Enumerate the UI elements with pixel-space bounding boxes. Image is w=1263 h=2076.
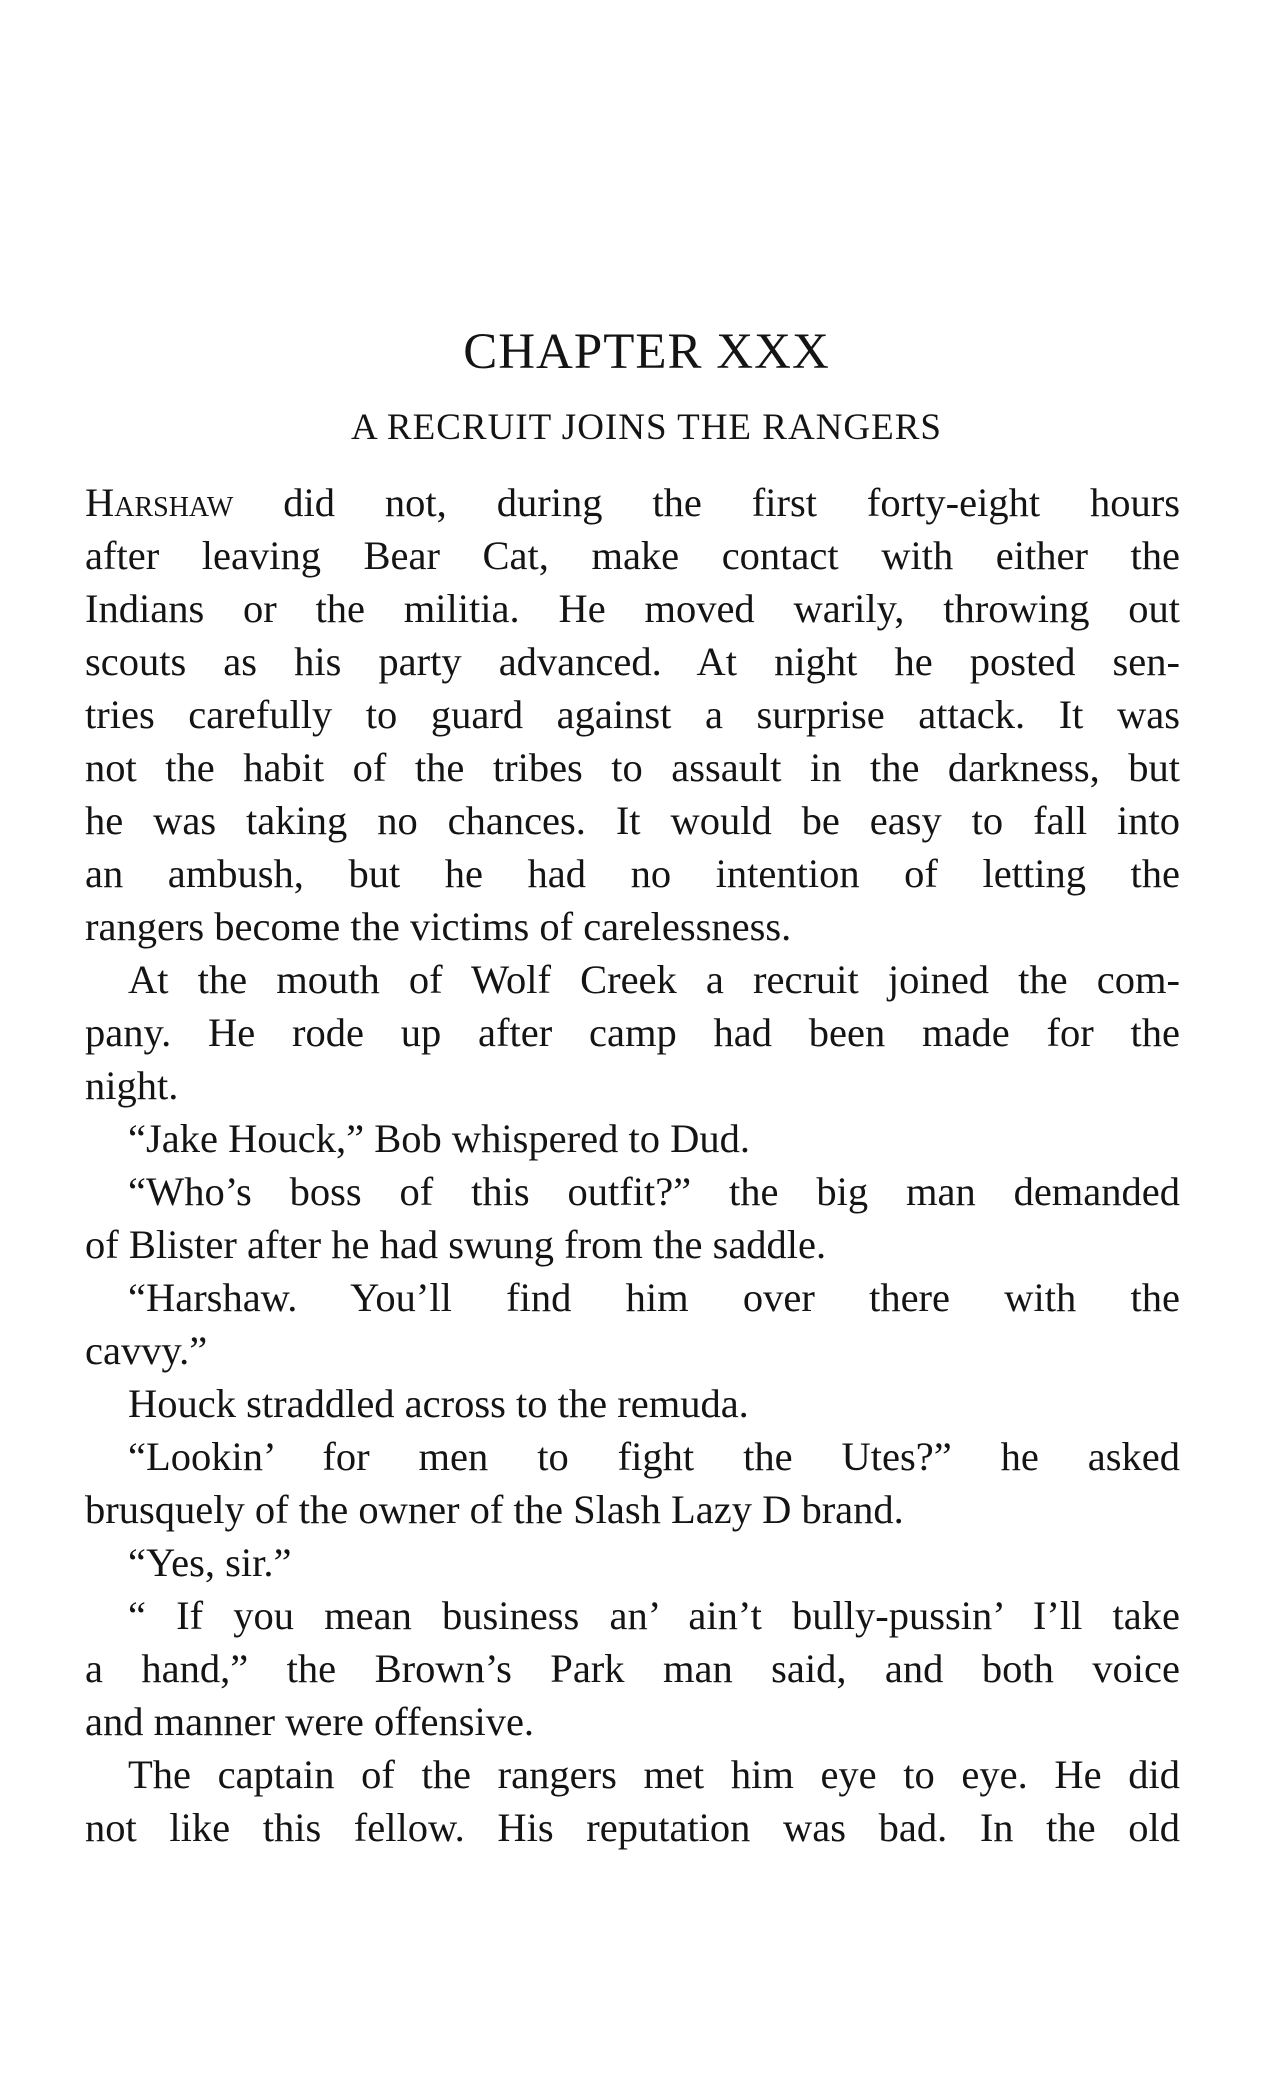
text-line: “Harshaw. You’ll find him over there with the: [128, 1275, 1180, 1320]
text-line: tries carefully to guard against a surprise attack. It was: [85, 692, 1180, 737]
text-line: he was taking no chances. It would be easy to fall into: [85, 798, 1180, 843]
chapter-title: A RECRUIT JOINS THE RANGERS: [351, 407, 942, 448]
text-line: of Blister after he had swung from the saddle.: [85, 1222, 827, 1267]
text-line: cavvy.”: [85, 1328, 208, 1373]
text-line: The captain of the rangers met him eye to eye. He did: [128, 1752, 1180, 1797]
text-line: brusquely of the owner of the Slash Lazy D brand.: [85, 1487, 904, 1532]
text-line: not like this fellow. His reputation was bad. In the old: [85, 1805, 1180, 1850]
chapter-body: [85, 476, 1180, 1854]
text-line: “Who’s boss of this outfit?” the big man demanded: [128, 1169, 1180, 1214]
text-line: after leaving Bear Cat, make contact with either the: [85, 533, 1180, 578]
text-line: and manner were offensive.: [85, 1699, 535, 1744]
text-line: “ If you mean business an’ ain’t bully-pussin’ I’ll take: [128, 1593, 1180, 1638]
text-line: a hand,” the Brown’s Park man said, and both voice: [85, 1646, 1180, 1691]
text-line: night.: [85, 1063, 179, 1108]
line-text: did not, during the first forty-eight hours: [233, 480, 1180, 525]
text-line: “Yes, sir.”: [128, 1540, 292, 1585]
text-line: “Lookin’ for men to fight the Utes?” he asked: [128, 1434, 1180, 1479]
text-line: not the habit of the tribes to assault in the darkness, but: [85, 745, 1180, 790]
text-line: an ambush, but he had no intention of letting the: [85, 851, 1180, 896]
text-line: Houck straddled across to the remuda.: [128, 1381, 749, 1426]
text-line: At the mouth of Wolf Creek a recruit joined the com-: [128, 957, 1180, 1002]
text-line: scouts as his party advanced. At night he posted sen-: [85, 639, 1180, 684]
lead-word: Harshaw: [85, 480, 234, 525]
text-line: [85, 476, 1180, 529]
text-line: pany. He rode up after camp had been made for the: [85, 1010, 1180, 1055]
text-line: rangers become the victims of carelessness.: [85, 904, 792, 949]
text-line: Indians or the militia. He moved warily, throwing out: [85, 586, 1180, 631]
chapter-number: CHAPTER XXX: [463, 324, 830, 380]
text-line: “Jake Houck,” Bob whispered to Dud.: [128, 1116, 750, 1161]
